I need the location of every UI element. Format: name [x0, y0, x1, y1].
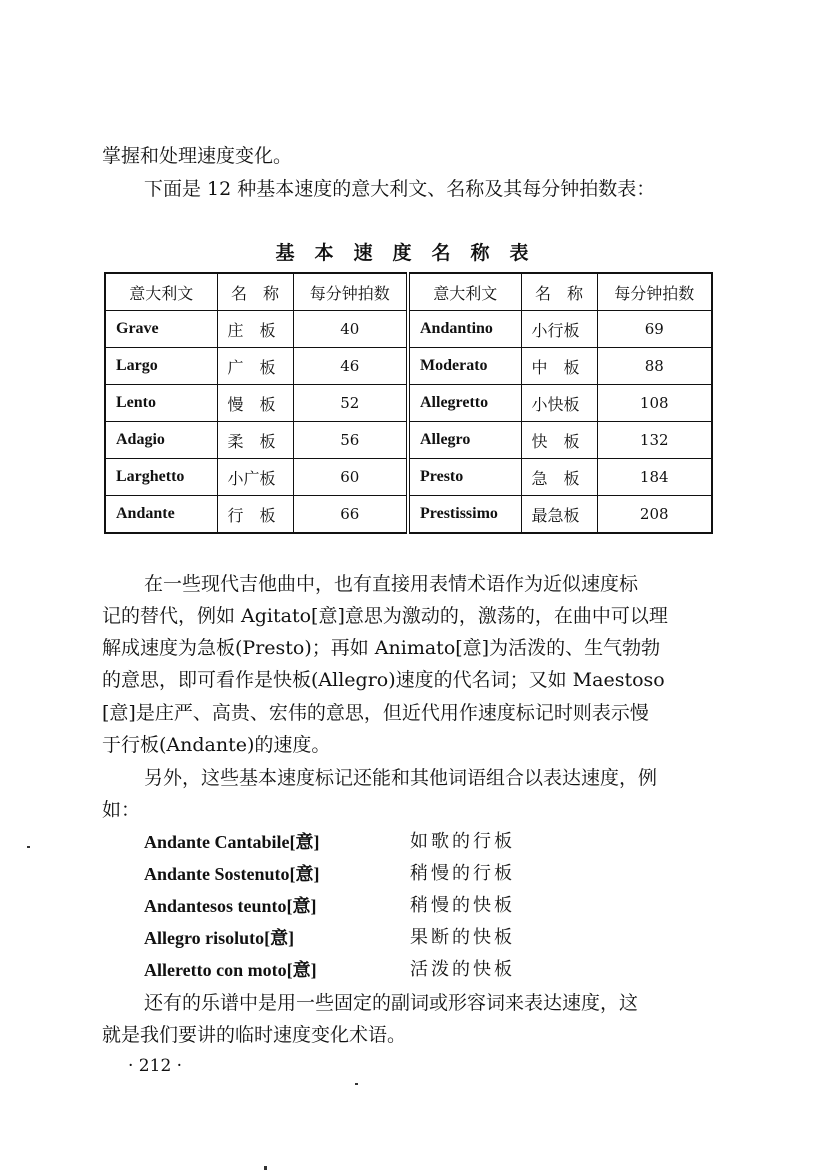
italian-term: Allegretto [408, 385, 521, 422]
page-number: · 212 · [128, 1056, 183, 1076]
chinese-name: 小广板 [217, 459, 293, 496]
term-italian: Andante Cantabile[意] [144, 832, 320, 852]
bpm-value: 69 [597, 311, 712, 348]
table-row [105, 496, 712, 534]
term-meaning: 果断的快板 [410, 927, 515, 948]
term-meaning: 稍慢的快板 [410, 895, 515, 916]
italian-term: Prestissimo [408, 496, 521, 534]
chinese-name: 庄 板 [217, 311, 293, 348]
term-list [144, 826, 564, 986]
term-italian: Andante Sostenuto[意] [144, 864, 320, 884]
header-bpm: 每分钟拍数 [597, 273, 712, 311]
italian-term: Moderato [408, 348, 521, 385]
term-italian: Allegro risoluto[意] [144, 928, 295, 948]
header-name: 名 称 [521, 273, 597, 311]
italian-term: Allegro [408, 422, 521, 459]
bpm-value: 40 [293, 311, 408, 348]
chinese-name: 广 板 [217, 348, 293, 385]
scan-speck [355, 1083, 358, 1085]
italian-term: Grave [105, 311, 217, 348]
table-title: 基本速度名称表 [275, 242, 549, 264]
intro-line-1: 掌握和处理速度变化。 [102, 145, 293, 167]
bpm-value: 46 [293, 348, 408, 385]
para1-line: 的意思，即可看作是快板(Allegro)速度的代名词；又如 Maestoso [102, 669, 665, 691]
list-item [144, 954, 564, 986]
term-meaning: 如歌的行板 [410, 831, 515, 852]
para1-line: 记的替代，例如 Agitato[意]意思为激动的，激荡的，在曲中可以理 [102, 605, 668, 627]
chinese-name: 慢 板 [217, 385, 293, 422]
scan-speck [27, 846, 30, 848]
term-meaning: 活泼的快板 [410, 959, 515, 980]
scan-speck [264, 1166, 267, 1170]
intro-line-2: 下面是 12 种基本速度的意大利文、名称及其每分钟拍数表： [144, 178, 656, 200]
header-italian: 意大利文 [105, 273, 217, 311]
para3-line: 就是我们要讲的临时速度变化术语。 [102, 1024, 407, 1046]
chinese-name: 行 板 [217, 496, 293, 534]
italian-term: Adagio [105, 422, 217, 459]
para1-line: [意]是庄严、高贵、宏伟的意思，但近代用作速度标记时则表示慢 [102, 702, 649, 724]
table-row [105, 311, 712, 348]
italian-term: Andante [105, 496, 217, 534]
chinese-name: 快 板 [521, 422, 597, 459]
bpm-value: 60 [293, 459, 408, 496]
para2-line: 另外，这些基本速度标记还能和其他词语组合以表达速度，例 [144, 767, 658, 789]
table-header-row [105, 273, 712, 311]
chinese-name: 小快板 [521, 385, 597, 422]
chinese-name: 小行板 [521, 311, 597, 348]
tempo-table [104, 272, 713, 534]
term-italian: Andantesos teunto[意] [144, 896, 317, 916]
para3-line: 还有的乐谱中是用一些固定的副词或形容词来表达速度，这 [144, 992, 639, 1014]
bpm-value: 184 [597, 459, 712, 496]
list-item [144, 826, 564, 858]
bpm-value: 88 [597, 348, 712, 385]
italian-term: Presto [408, 459, 521, 496]
italian-term: Lento [105, 385, 217, 422]
para1-line: 于行板(Andante)的速度。 [102, 734, 331, 756]
chinese-name: 柔 板 [217, 422, 293, 459]
bpm-value: 108 [597, 385, 712, 422]
para1-line: 在一些现代吉他曲中，也有直接用表情术语作为近似速度标 [144, 573, 639, 595]
chinese-name: 中 板 [521, 348, 597, 385]
italian-term: Larghetto [105, 459, 217, 496]
table-row [105, 422, 712, 459]
para2-line: 如： [102, 799, 141, 821]
italian-term: Andantino [408, 311, 521, 348]
para1-line: 解成速度为急板(Presto)；再如 Animato[意]为活泼的、生气勃勃 [102, 637, 661, 659]
table-row [105, 385, 712, 422]
header-name: 名 称 [217, 273, 293, 311]
table-row [105, 459, 712, 496]
bpm-value: 66 [293, 496, 408, 534]
header-italian: 意大利文 [408, 273, 521, 311]
list-item [144, 890, 564, 922]
bpm-value: 52 [293, 385, 408, 422]
chinese-name: 最急板 [521, 496, 597, 534]
bpm-value: 132 [597, 422, 712, 459]
italian-term: Largo [105, 348, 217, 385]
chinese-name: 急 板 [521, 459, 597, 496]
bpm-value: 56 [293, 422, 408, 459]
list-item [144, 922, 564, 954]
header-bpm: 每分钟拍数 [293, 273, 408, 311]
bpm-value: 208 [597, 496, 712, 534]
list-item [144, 858, 564, 890]
term-italian: Alleretto con moto[意] [144, 960, 317, 980]
term-meaning: 稍慢的行板 [410, 863, 515, 884]
table-row [105, 348, 712, 385]
